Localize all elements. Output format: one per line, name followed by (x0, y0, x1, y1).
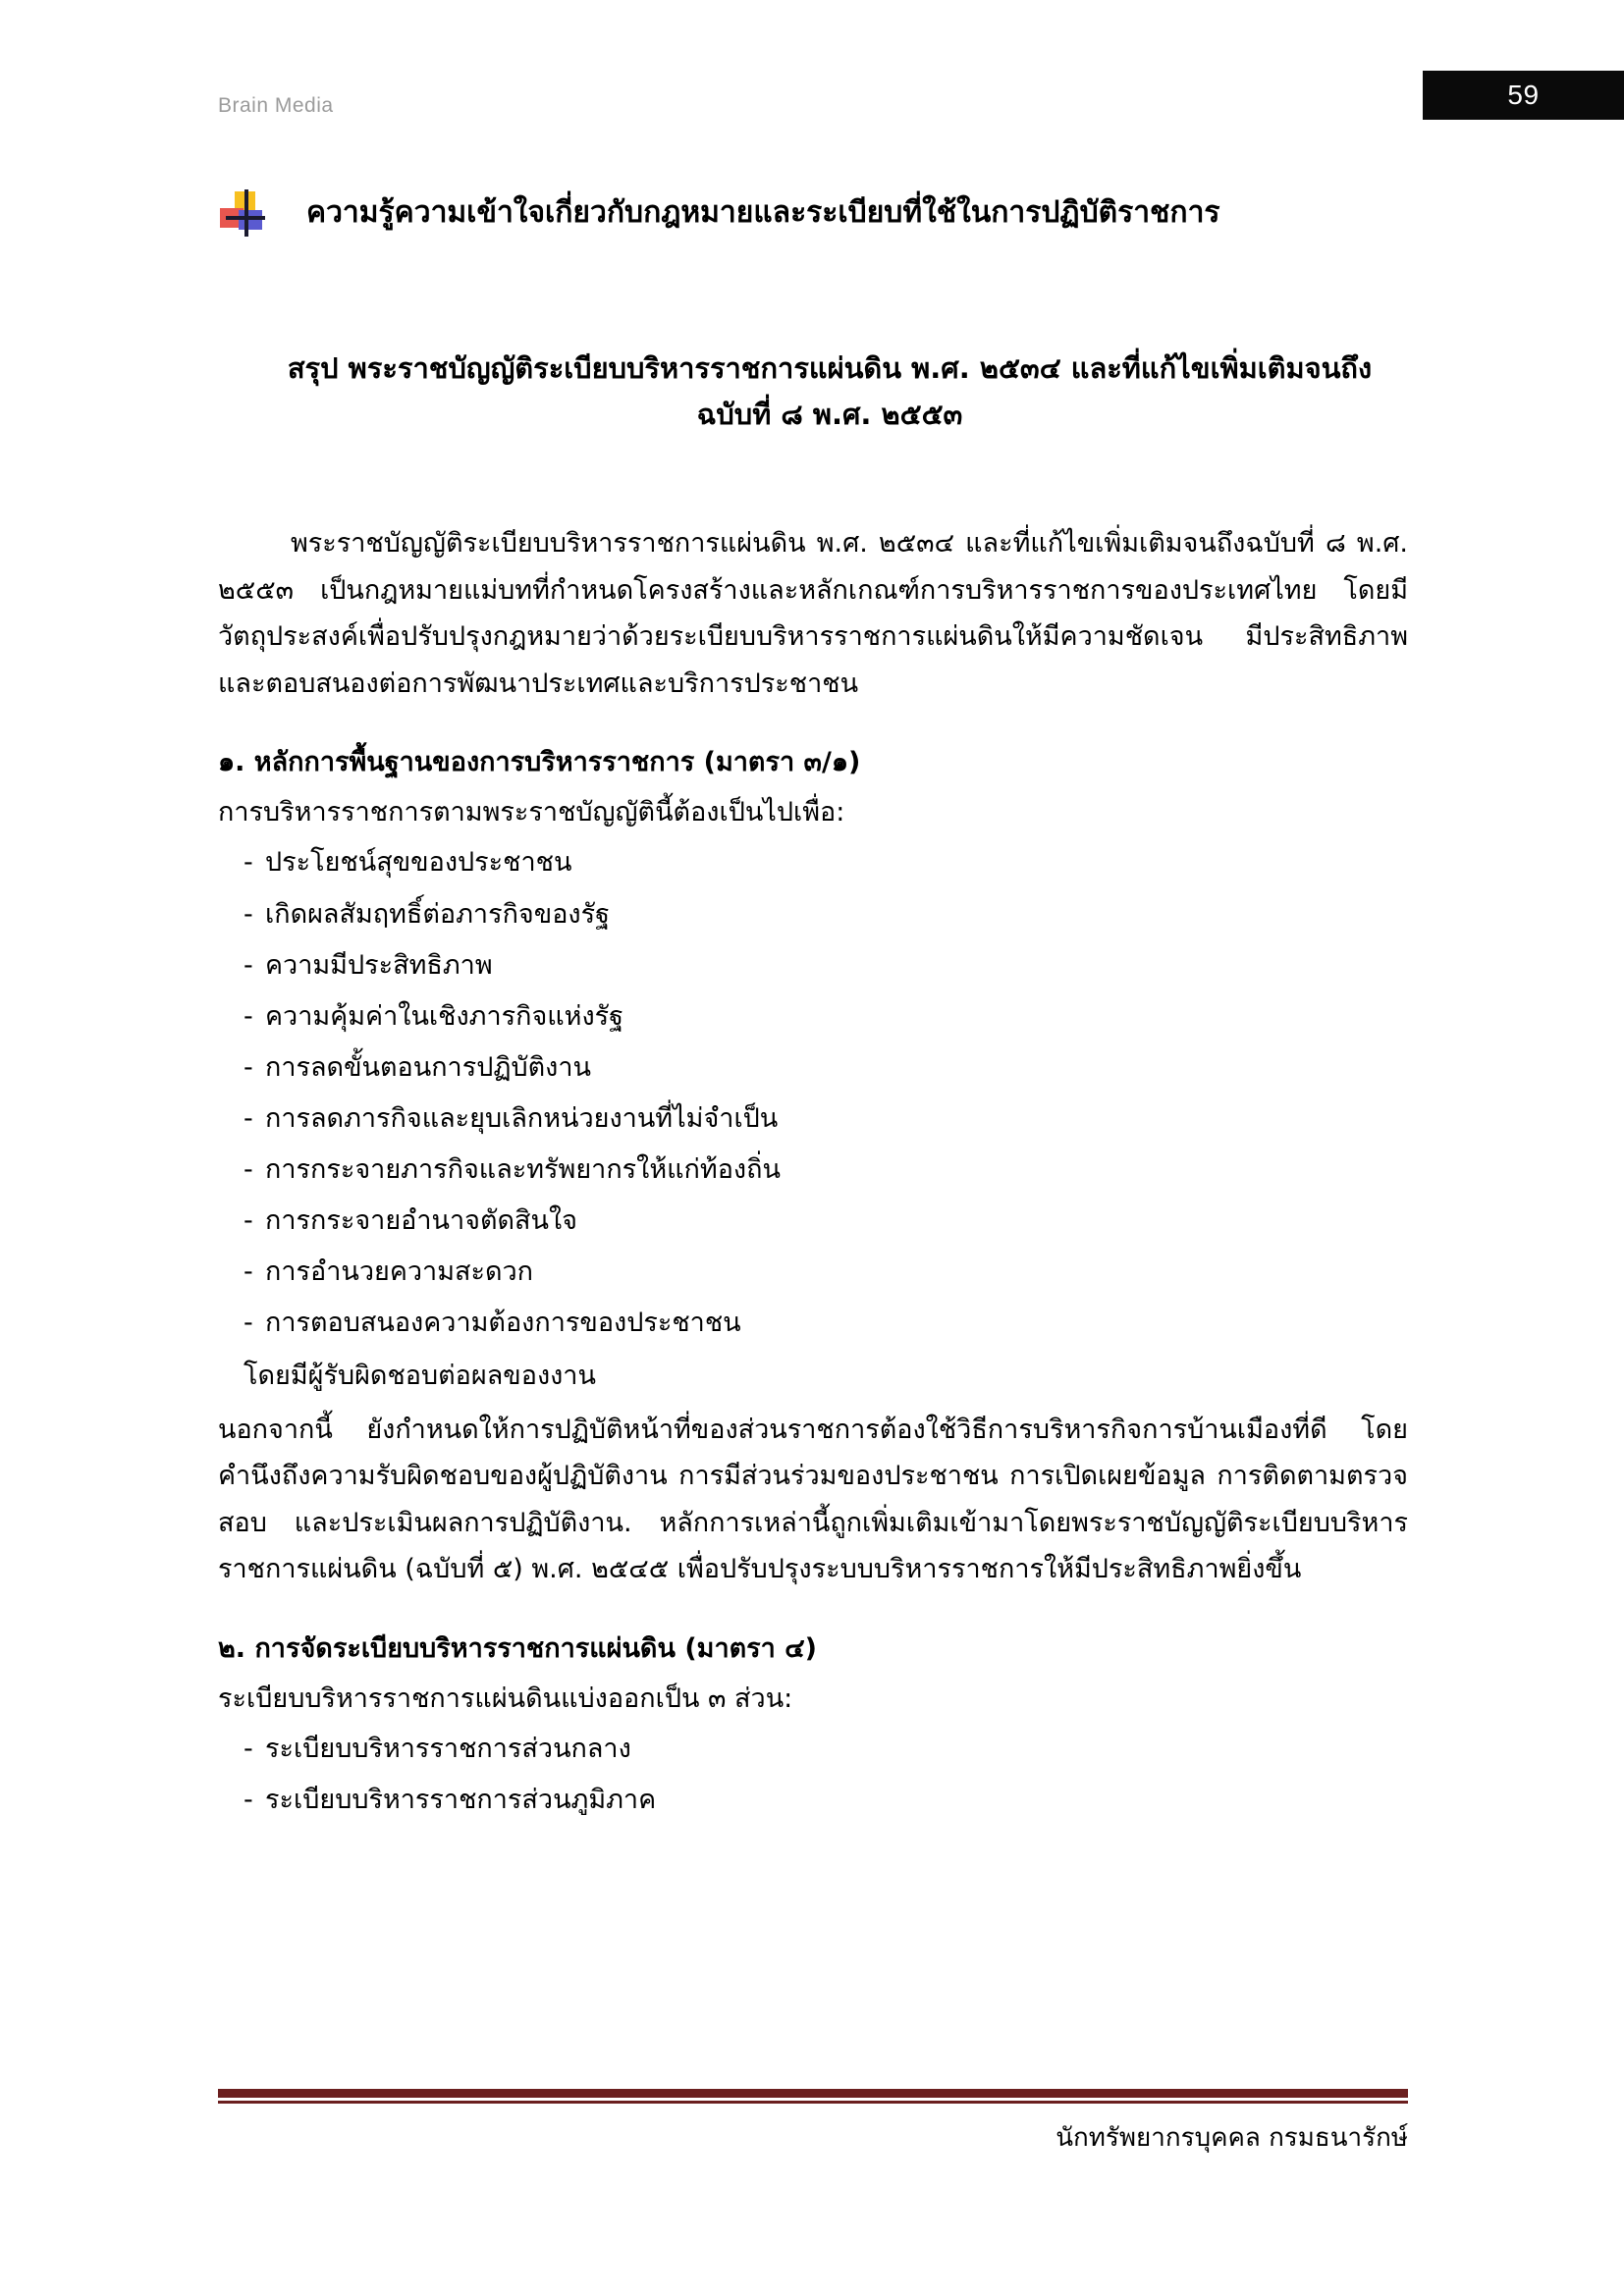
section-banner (218, 189, 1477, 237)
list-item (218, 1094, 1408, 1145)
list-item-label: ระเบียบบริหารราชการส่วนภูมิภาค (265, 1785, 657, 1816)
list-item (218, 991, 1408, 1042)
list-item-label: ความคุ้มค่าในเชิงภารกิจแห่งรัฐ (265, 1000, 624, 1032)
page-number-badge: 59 (1423, 71, 1624, 120)
section-heading-2: ๒. การจัดระเบียบบริหารราชการแผ่นดิน (มาตรา ๔) (218, 1632, 817, 1664)
list-item-label: ระเบียบบริหารราชการส่วนกลาง (265, 1734, 631, 1765)
section-lead-2: ระเบียบบริหารราชการแผ่นดินแบ่งออกเป็น ๓ ส่วน: (218, 1682, 793, 1714)
bullet-dash: - (244, 847, 253, 879)
list-item-label: การลดภารกิจและยุบเลิกหน่วยงานที่ไม่จำเป็น (265, 1103, 779, 1135)
bullet-dash: - (244, 1000, 253, 1032)
bullet-dash: - (244, 1785, 253, 1816)
section-lead-1: การบริหารราชการตามพระราชบัญญัตินี้ต้องเป็นไปเพื่อ: (218, 796, 845, 828)
document-title-line-1: สรุป พระราชบัญญัติระเบียบบริหารราชการแผ่นดิน พ.ศ. ๒๕๓๔ และที่แก้ไขเพิ่มเติมจนถึง (287, 351, 1373, 385)
intro-paragraph: พระราชบัญญัติระเบียบบริหารราชการแผ่นดิน พ.ศ. ๒๕๓๔ และที่แก้ไขเพิ่มเติมจนถึงฉบับที่ ๘ พ.ศ. ๒๕๕๓ เป็นกฎหมายแม่บทที่กำหนดโครงสร้างและหลักเกณฑ์การบริหารราชการของประเทศไทย โดยมีวัตถุประสงค์เพื่อปรับปรุงกฎหมายว่าด้วยระเบียบบริหารราชการแผ่นดินให้มีความชัดเจน มีประสิทธิภาพ และตอบสนองต่อการพัฒนาประเทศและบริการประชาชน (218, 528, 1408, 699)
footer-label: นักทรัพยากรบุคคล กรมธนารักษ์ (1056, 2123, 1408, 2153)
colored-squares-cross-icon (218, 189, 265, 237)
list-item (218, 1298, 1408, 1349)
bullet-dash: - (244, 1205, 253, 1237)
list-item-label: ประโยชน์สุขของประชาชน (265, 847, 572, 879)
list-item (218, 1042, 1408, 1094)
running-header-label: Brain Media (218, 94, 334, 117)
list-item-label: ความมีประสิทธิภาพ (265, 949, 493, 981)
banner-title: ความรู้ความเข้าใจเกี่ยวกับกฎหมายและระเบียบที่ใช้ในการปฏิบัติราชการ (306, 194, 1220, 230)
list-item (218, 1196, 1408, 1247)
list-item-label: เกิดผลสัมฤทธิ์ต่อภารกิจของรัฐ (265, 898, 611, 930)
list-item-label: การกระจายอำนาจตัดสินใจ (265, 1205, 577, 1237)
list-item (218, 1724, 1408, 1775)
bullet-dash: - (244, 1051, 253, 1083)
list-item (218, 889, 1408, 940)
list-item (218, 1775, 1408, 1826)
list-item (218, 1145, 1408, 1196)
list-item-label: การตอบสนองความต้องการของประชาชน (265, 1308, 741, 1339)
document-title-line-2: ฉบับที่ ๘ พ.ศ. ๒๕๕๓ (696, 397, 963, 431)
section-bullets-1 (218, 837, 1408, 1349)
footer-divider (218, 2089, 1408, 2104)
bullet-dash: - (244, 949, 253, 981)
bullet-dash: - (244, 1734, 253, 1765)
section-trailing-paragraph-1: นอกจากนี้ ยังกำหนดให้การปฏิบัติหน้าที่ของส่วนราชการต้องใช้วิธีการบริหารกิจการบ้านเมืองที่ดี โดยคำนึงถึงความรับผิดชอบของผู้ปฏิบัติงาน การมีส่วนร่วมของประชาชน การเปิดเผยข้อมูล การติดตามตรวจสอบ และประเมินผลการปฏิบัติงาน. หลักการเหล่านี้ถูกเพิ่มเติมเข้ามาโดยพระราชบัญญัติระเบียบบริหารราชการแผ่นดิน (ฉบับที่ ๕) พ.ศ. ๒๕๔๕ เพื่อปรับปรุงระบบบริหารราชการให้มีประสิทธิภาพยิ่งขึ้น (218, 1414, 1408, 1585)
list-item-label: การอำนวยความสะดวก (265, 1256, 534, 1288)
section-heading-1: ๑. หลักการพื้นฐานของการบริหารราชการ (มาตรา ๓/๑) (218, 747, 861, 778)
list-item (218, 1247, 1408, 1298)
document-title (218, 346, 1441, 438)
bullet-dash: - (244, 1256, 253, 1288)
list-item-label: การลดขั้นตอนการปฏิบัติงาน (265, 1051, 591, 1083)
bullet-dash: - (244, 1308, 253, 1339)
section-closing-note-1: โดยมีผู้รับผิดชอบต่อผลของงาน (244, 1360, 596, 1391)
bullet-dash: - (244, 1103, 253, 1135)
bullet-dash: - (244, 898, 253, 930)
document-body (218, 520, 1408, 1828)
list-item (218, 940, 1408, 991)
list-item (218, 837, 1408, 888)
bullet-dash: - (244, 1154, 253, 1186)
section-bullets-2 (218, 1724, 1408, 1826)
list-item-label: การกระจายภารกิจและทรัพยากรให้แก่ท้องถิ่น (265, 1154, 781, 1186)
